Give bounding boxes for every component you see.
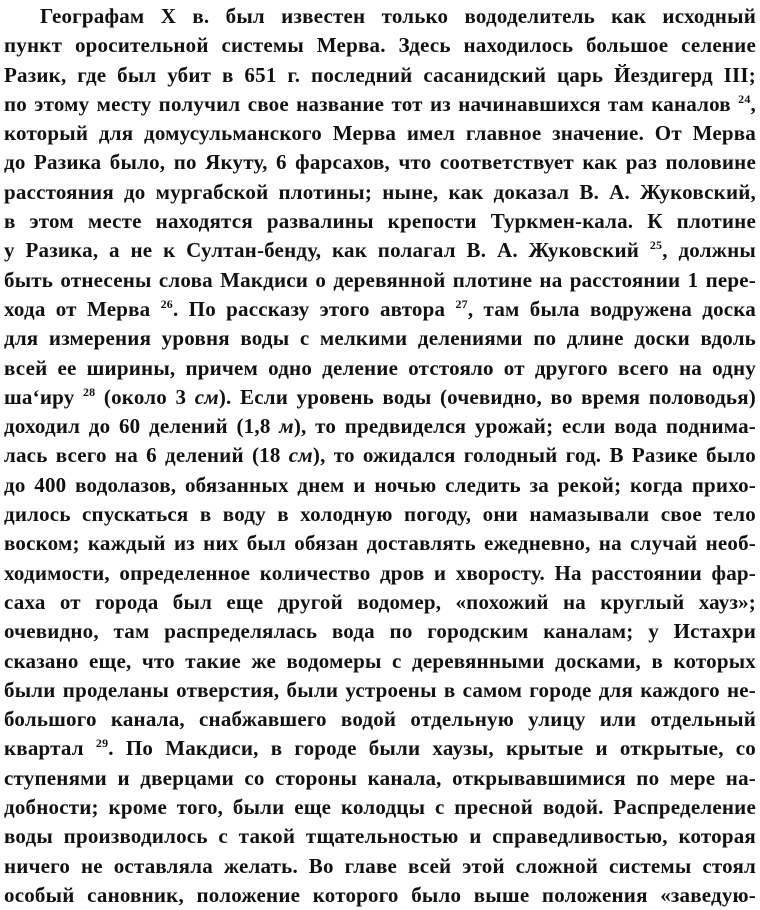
text-segment: в этом месте находятся развалины крепости Туркмен-кала. К плотине [4,209,756,234]
text-line [4,266,756,295]
text-segment: . По рассказу этого автора [172,296,456,321]
text-line [4,647,756,676]
text-segment: пункт оросительной системы Мерва. Здесь находилось большое селение [4,33,756,58]
text-line [4,559,756,588]
text-segment: , должны [662,238,757,263]
text-segment: у Разика, а не к Султан-бенду, как полагал В. А. Жуковский [4,238,650,263]
text-line [4,471,756,500]
text-segment: для измерения уровня воды с мелкими делениями по длине доски вдоль [4,326,756,351]
footnote-ref: 24 [738,91,751,106]
text-line [4,295,756,324]
text-segment: до Разика было, по Якуту, 6 фарсахов, что соответствует как раз половине [4,150,756,175]
text-segment: Разик, где был убит в 651 г. последний сасанидский царь Йездигерд III; [4,62,756,87]
footnote-ref: 26 [160,296,173,311]
text-segment: ша‘иру [4,384,83,409]
text-line [4,324,756,353]
text-line [4,31,756,60]
text-line [4,119,756,148]
text-line [4,441,756,470]
text-segment: ничего не оставляла желать. Во главе всей этой сложной системы стоял [4,853,756,878]
text-segment: большого канала, снабжавшего водой отдельную улицу или отдельный [4,707,756,732]
text-line [4,676,756,705]
text-segment: дилось спускаться в воду в холодную погоду, они намазывали свое тело [4,502,756,527]
text-segment: квартал [4,736,96,761]
text-segment: воды производилось с такой тщательностью и справедливостью, которая [4,824,756,849]
text-segment: ), то предвиделся урожай; если вода поднима- [293,414,757,439]
text-line [4,178,756,207]
text-segment: быть отнесены слова Макдиси о деревянной плотине на расстоянии 1 пере- [4,267,756,292]
text-segment: доходил до 60 делений (1,8 [4,414,280,439]
text-segment: , там была водружена доска [467,296,756,321]
text-line [4,764,756,793]
text-line [4,354,756,383]
text-segment: были проделаны отверстия, были устроены в самом городе для каждого не- [4,677,756,702]
text-line [4,61,756,90]
text-segment: саха от города был еще другой водомер, «похожий на круглый хауз»; [4,589,756,614]
text-line [4,90,756,119]
text-segment: ), то ожидался голодный год. В Разике было [312,443,756,468]
text-line [4,705,756,734]
text-segment: лась всего на 6 делений (18 [4,443,289,468]
text-segment: сказано еще, что такие же водомеры с деревянными досками, в которых [4,648,756,673]
text-line [4,793,756,822]
text-segment: воском; каждый из них был обязан доставлять ежедневно, на случай необ- [4,531,756,556]
text-line [4,852,756,881]
text-segment: особый сановник, положение которого было выше положения «заведую- [4,882,756,907]
text-segment: . По Макдиси, в городе были хаузы, крытые и открытые, со [108,736,756,761]
unit-abbrev: см [194,384,219,409]
text-line [4,822,756,851]
text-line [4,383,756,412]
text-line [4,207,756,236]
unit-abbrev: см [288,443,313,468]
text-segment: Географам X в. был известен только вододелитель как исходный [40,4,756,28]
footnote-ref: 29 [95,736,109,751]
text-line [4,588,756,617]
text-segment: всей ее ширины, причем одно деление отстояло от другого всего на одну [4,355,756,380]
text-segment: до 400 водолазов, обязанных днем и ночью следить за рекой; когда прихо- [4,472,756,497]
text-segment: ступенями и дверцами со стороны канала, открывавшимися по мере на- [4,765,756,790]
text-segment: ходимости, определенное количество дров и хворосту. На расстоянии фар- [4,560,756,585]
footnote-ref: 25 [649,238,663,253]
footnote-ref: 27 [455,296,468,311]
footnote-ref: 28 [82,384,96,399]
text-line [4,617,756,646]
text-segment: очевидно, там распределялась вода по городским каналам; у Истахри [4,619,756,644]
text-segment: расстояния до мургабской плотины; ныне, как доказал В. А. Жуковский, [4,179,756,204]
text-segment: ). Если уровень воды (очевидно, во время половодья) [218,384,756,409]
text-segment: по этому месту получил свое название тот из начинавшихся там каналов [4,91,739,116]
text-segment: хода от Мерва [4,296,161,321]
text-line [4,236,756,265]
paragraph-first-line [4,2,756,31]
text-line [4,148,756,177]
text-segment: , [750,91,756,116]
text-segment: (около 3 [95,384,195,409]
unit-abbrev: м [279,414,294,439]
text-segment: добности; кроме того, были еще колодцы с пресной водой. Распределение [4,795,756,820]
text-line [4,734,756,763]
text-line [4,881,756,910]
text-line [4,529,756,558]
document-page [4,0,756,910]
text-line [4,412,756,441]
text-segment: который для домусульманского Мерва имел главное значение. От Мерва [4,121,756,146]
text-line [4,500,756,529]
